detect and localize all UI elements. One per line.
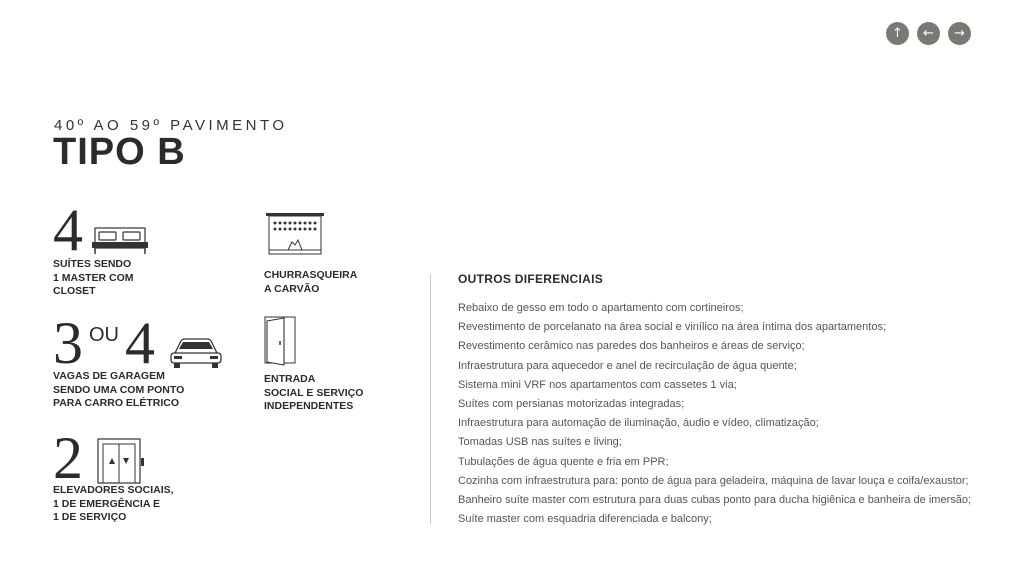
parking-label-line: VAGAS DE GARAGEM xyxy=(53,370,165,382)
parking-label-line: PARA CARRO ELÉTRICO xyxy=(53,397,179,409)
barbecue-label-line: CHURRASQUEIRA xyxy=(264,269,358,281)
column-divider xyxy=(430,274,431,524)
list-item: Banheiro suíte master com estrutura para duas cubas ponto para ducha higiênica e banheira de imersão; xyxy=(458,493,972,506)
next-button[interactable] xyxy=(948,22,971,45)
suites-label xyxy=(53,258,149,299)
feature-barbecue xyxy=(264,212,357,296)
suites-label-line: SUÍTES SENDO xyxy=(53,258,132,270)
feature-parking xyxy=(53,310,223,411)
diferenciais-list xyxy=(458,299,971,529)
elevators-label-line: 1 DE SERVIÇO xyxy=(53,511,127,523)
list-item: Rebaixo de gesso em todo o apartamento com cortineiros; xyxy=(458,302,744,314)
arrow-left-icon: ← xyxy=(923,26,934,41)
barbecue-label-line: A CARVÃO xyxy=(264,282,320,295)
list-item: Infraestrutura para automação de iluminação, áudio e vídeo, climatização; xyxy=(458,417,819,430)
elevators-label xyxy=(53,484,174,525)
barbecue-label xyxy=(264,269,357,296)
car-icon xyxy=(169,335,223,371)
elevators-label-line: ELEVADORES SOCIAIS, xyxy=(53,484,174,496)
list-item: Suíte master com esquadria diferenciada e balcony; xyxy=(458,513,712,526)
entrance-label-line: ENTRADA xyxy=(264,373,316,385)
list-item: Suítes com persianas motorizadas integradas; xyxy=(458,397,685,410)
up-button[interactable] xyxy=(886,22,909,45)
suites-label-line: CLOSET xyxy=(53,285,96,297)
door-icon xyxy=(264,316,298,366)
elevators-number: 2 xyxy=(53,425,83,491)
list-item: Sistema mini VRF nos apartamentos com cassetes 1 via; xyxy=(458,378,737,391)
list-item: Revestimento cerâmico nas paredes dos banheiros e áreas de serviço; xyxy=(458,340,805,353)
elevator-icon xyxy=(97,438,145,484)
nav-controls xyxy=(886,22,971,45)
feature-entrance xyxy=(264,316,363,414)
feature-elevators xyxy=(53,425,174,525)
entrance-label-line: SOCIAL E SERVIÇO xyxy=(264,386,364,399)
list-item: Cozinha com infraestrutura para: ponto de água para geladeira, máquina de lavar louça e coifa/exaustor; xyxy=(458,474,969,487)
parking-label-line: SENDO UMA COM PONTO xyxy=(53,383,185,396)
bed-icon xyxy=(91,224,149,256)
elevators-label-line: 1 DE EMERGÊNCIA E xyxy=(53,497,160,510)
parking-number-min: 3 xyxy=(53,310,83,376)
parking-number-max: 4 xyxy=(125,310,155,376)
suites-label-line: 1 MASTER COM xyxy=(53,271,134,284)
list-item: Tomadas USB nas suítes e living; xyxy=(458,436,622,449)
grill-icon xyxy=(264,212,326,256)
parking-connector: OU xyxy=(89,324,119,346)
diferenciais-title: OUTROS DIFERENCIAIS xyxy=(458,272,604,286)
parking-label xyxy=(53,370,223,411)
entrance-label xyxy=(264,373,363,414)
page-title: TIPO B xyxy=(53,131,186,173)
floor-range-subtitle: 40º AO 59º PAVIMENTO xyxy=(54,117,288,134)
list-item: Revestimento de porcelanato na área social e vinílico na área íntima dos apartamentos; xyxy=(458,321,887,334)
list-item: Tubulações de água quente e fria em PPR; xyxy=(458,455,669,468)
list-item: Infraestrutura para aquecedor e anel de recirculação de água quente; xyxy=(458,359,797,372)
arrow-right-icon: → xyxy=(954,26,965,41)
entrance-label-line: INDEPENDENTES xyxy=(264,400,354,412)
feature-suites xyxy=(53,197,149,299)
previous-button[interactable] xyxy=(917,22,940,45)
suites-number: 4 xyxy=(53,197,83,263)
arrow-up-icon: ↑ xyxy=(892,26,903,41)
